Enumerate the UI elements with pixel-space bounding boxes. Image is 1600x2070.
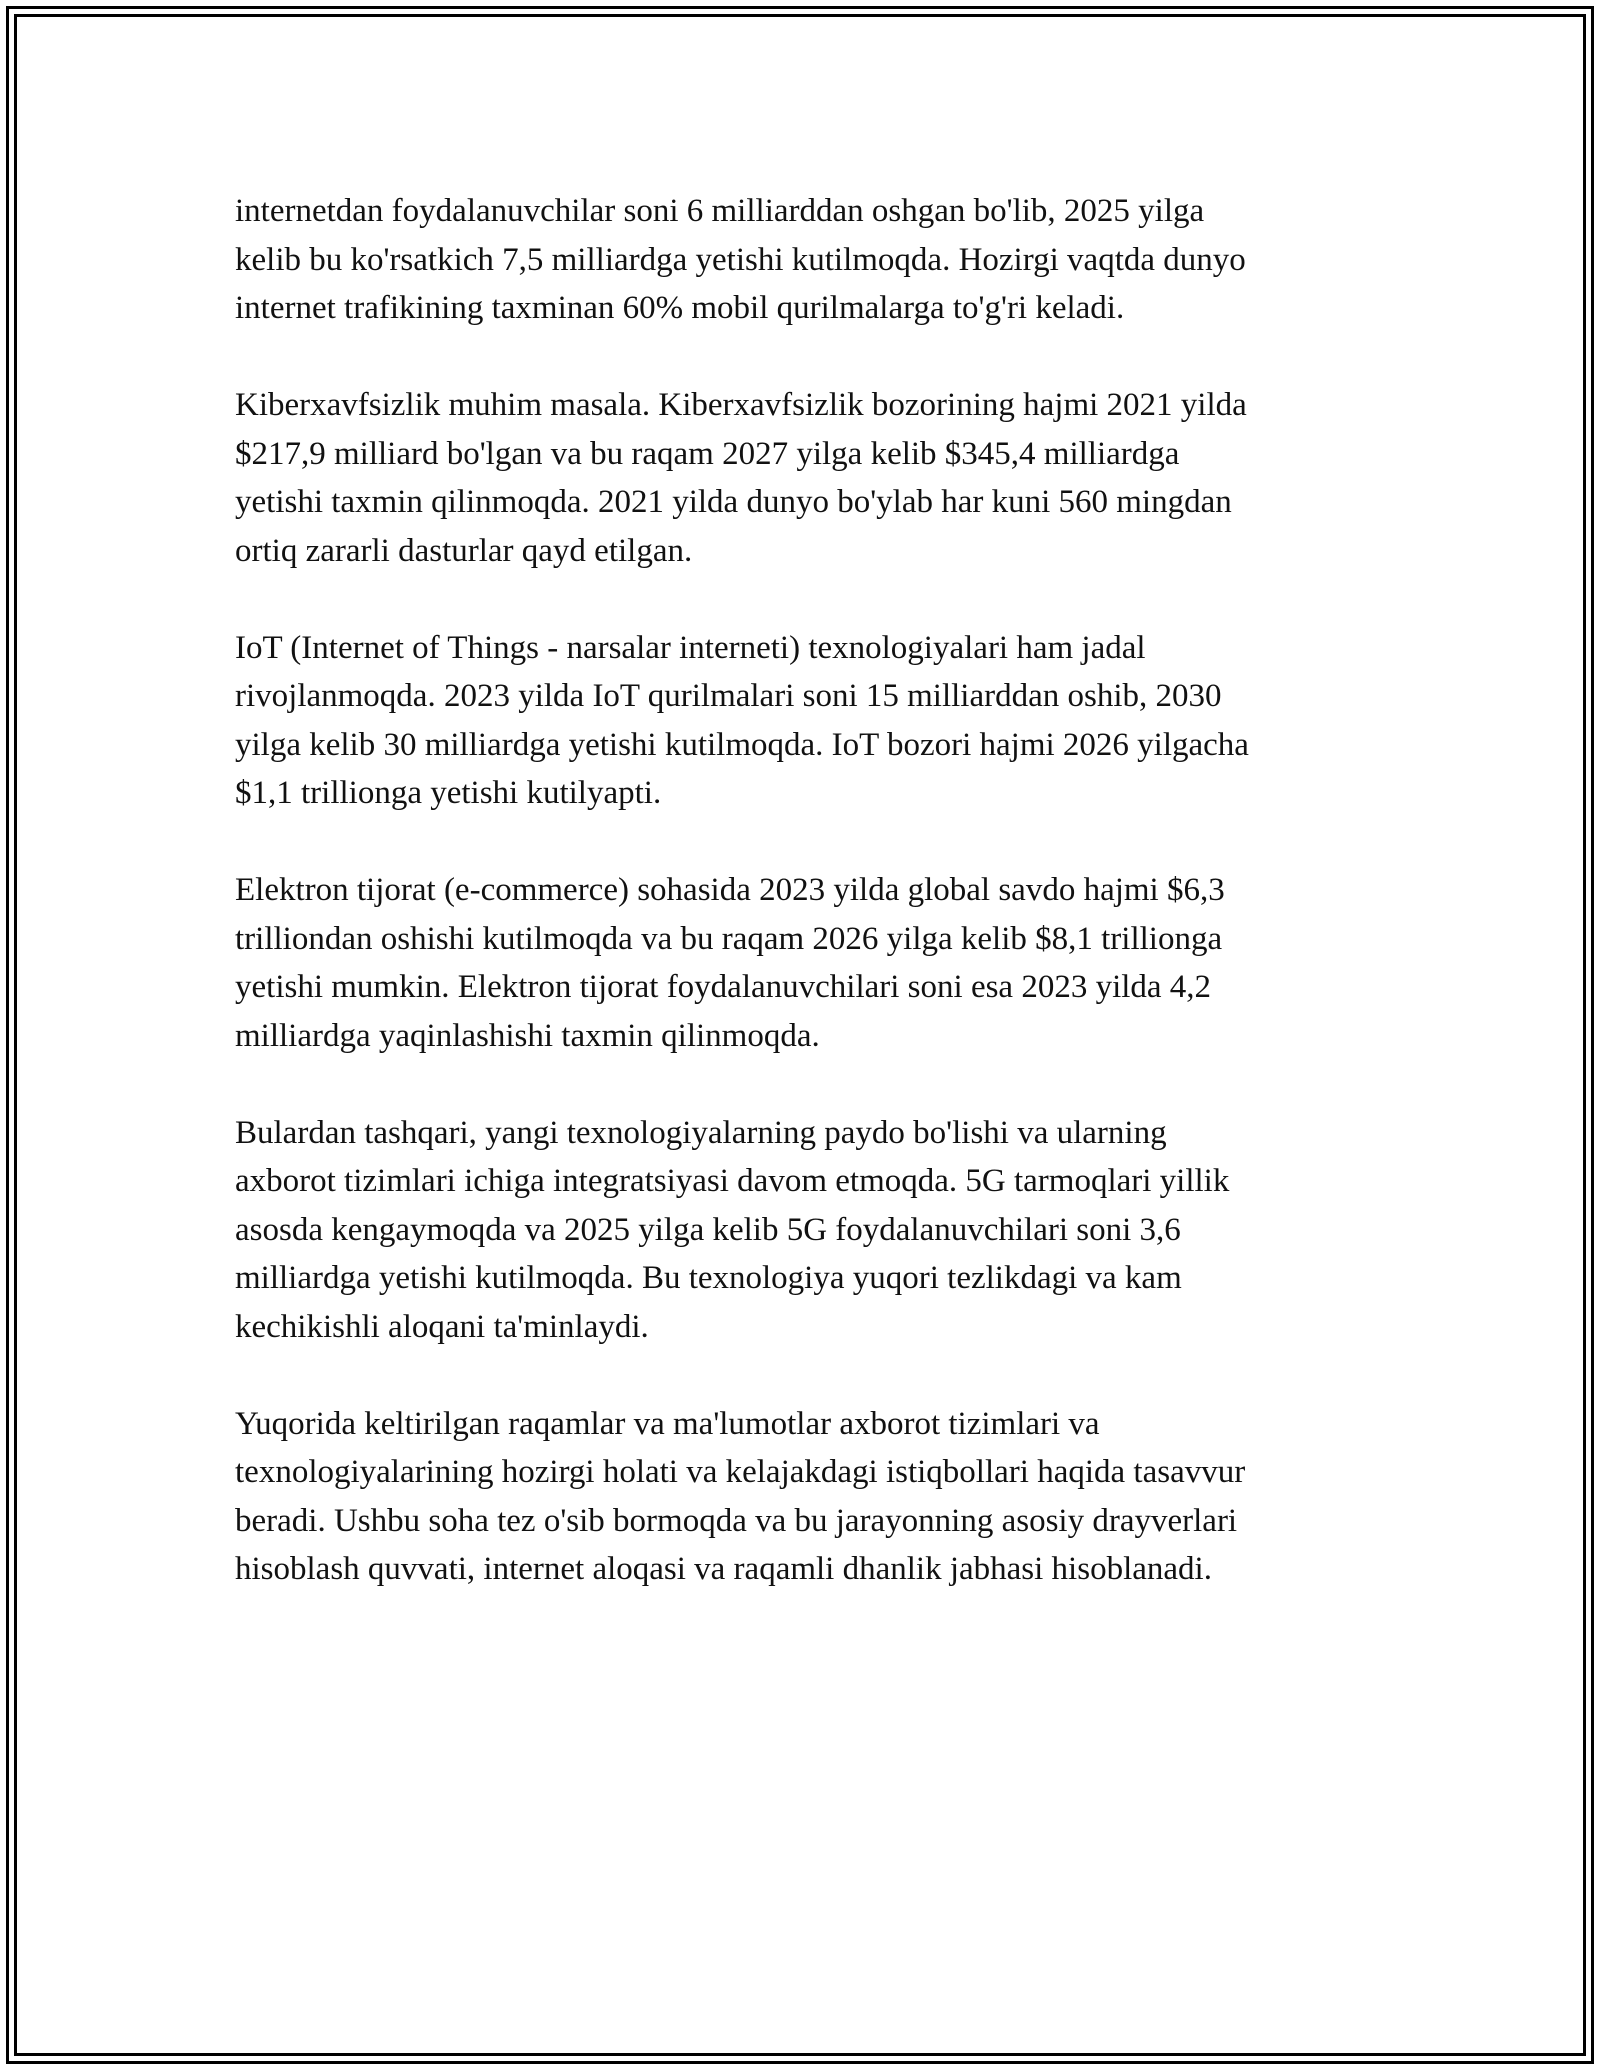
paragraph-iot: IoT (Internet of Things - narsalar interneti) texnologiyalari ham jadal rivojlanmoqda. 2023 yilda IoT qurilmalari soni 15 milliarddan oshib, 2030 yilga kelib 30 milliardga yetishi kutilmoqda. IoT bozori hajmi 2026 yilgacha $1,1 trillionga yetishi kutilyapti. — [235, 629, 1249, 811]
paragraph-conclusion: Yuqorida keltirilgan raqamlar va ma'lumotlar axborot tizimlari va texnologiyalarining hozirgi holati va kelajakdagi istiqbollari haqida tasavvur beradi. Ushbu soha tez o'sib bormoqda va bu jarayonning asosiy drayverlari hisoblash quvvati, internet aloqasi va raqamli dhanlik jabhasi hisoblanadi. — [235, 1405, 1246, 1587]
paragraph-ecommerce: Elektron tijorat (e-commerce) sohasida 2023 yilda global savdo hajmi $6,3 trilliondan oshishi kutilmoqda va bu raqam 2026 yilga kelib $8,1 trillionga yetishi mumkin. Elektron tijorat foydalanuvchilari soni esa 2023 yilda 4,2 milliardga yaqinlashishi taxmin qilinmoqda. — [235, 872, 1225, 1054]
paragraph-cybersecurity: Kiberxavfsizlik muhim masala. Kiberxavfsizlik bozorining hajmi 2021 yilda $217,9 milliard bo'lgan va bu raqam 2027 yilga kelib $345,4 milliardga yetishi taxmin qilinmoqda. 2021 yilda dunyo bo'ylab har kuni 560 mingdan ortiq zararli dasturlar qayd etilgan. — [235, 387, 1247, 569]
paragraph-internet-users: internetdan foydalanuvchilar soni 6 milliarddan oshgan bo'lib, 2025 yilga kelib bu ko'rsatkich 7,5 milliardga yetishi kutilmoqda. Hozirgi vaqtda dunyo internet trafikining taxminan 60% mobil qurilmalarga to'g'ri keladi. — [235, 193, 1246, 326]
document-body — [235, 187, 1375, 1594]
paragraph-5g: Bulardan tashqari, yangi texnologiyalarning paydo bo'lishi va ularning axborot tizimlari ichiga integratsiyasi davom etmoqda. 5G tarmoqlari yillik asosda kengaymoqda va 2025 yilga kelib 5G foydalanuvchilari soni 3,6 milliardga yetishi kutilmoqda. Bu texnologiya yuqori tezlikdagi va kam kechikishli aloqani ta'minlaydi. — [235, 1114, 1230, 1345]
